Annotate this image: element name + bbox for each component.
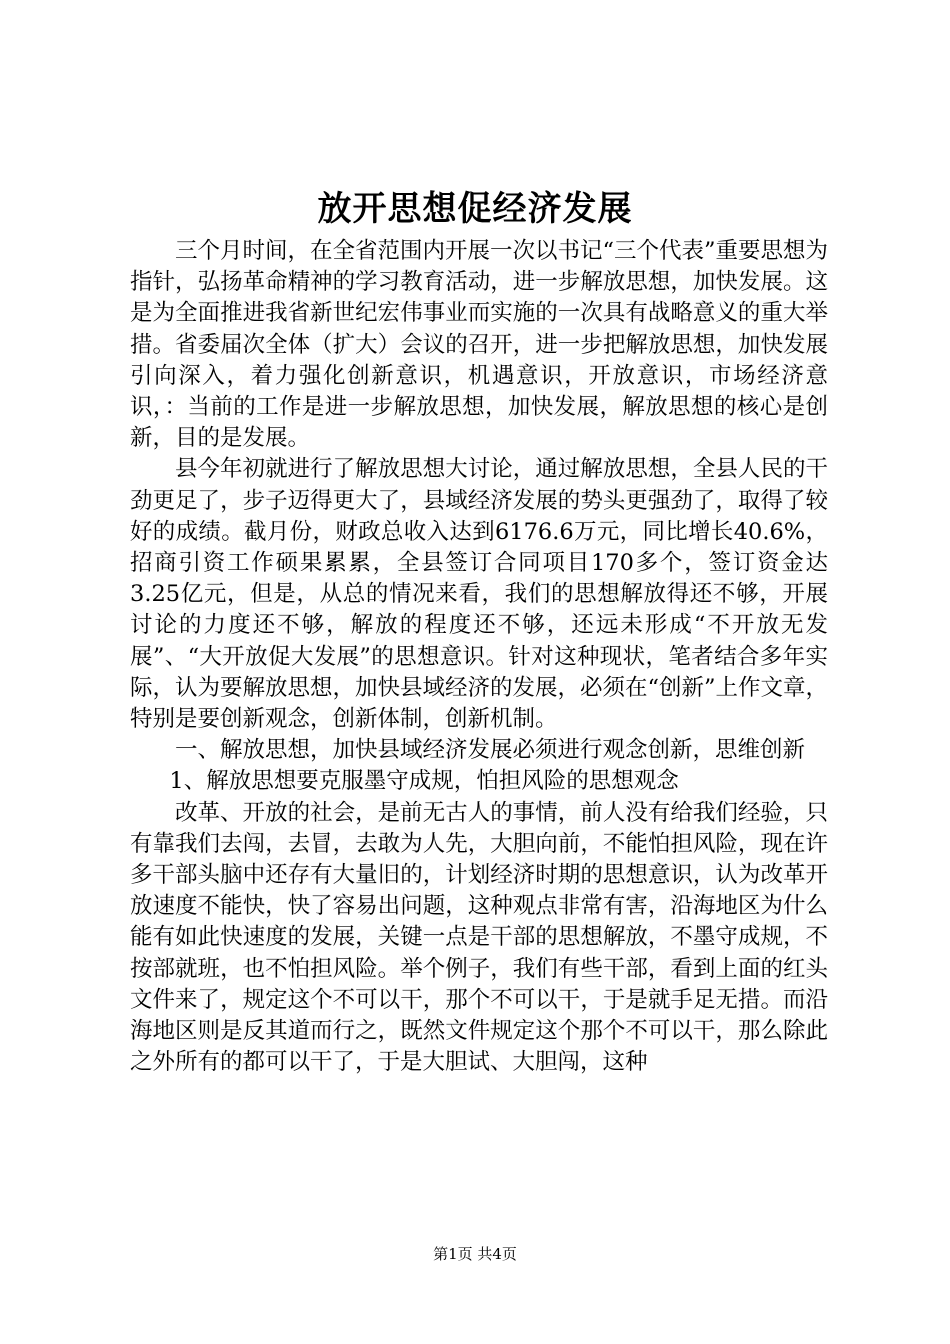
- paragraph-intro: 三个月时间，在全省范围内开展一次以书记“三个代表”重要思想为指针，弘扬革命精神的学习教育活动，进一步解放思想，加快发展。这是为全面推进我省新世纪宏伟事业而实施的一次具有战略意义的重大举措。省委届次全体（扩大）会议的召开，进一步把解放思想，加快发展引向深入，着力强化创新意识，机遇意识，开放意识，市场经济意识，：当前的工作是进一步解放思想，加快发展，解放思想的核心是创新，目的是发展。: [130, 238, 829, 452]
- document-title: 放开思想促经济发展: [317, 189, 633, 229]
- section-heading-1: 一、解放思想，加快县域经济发展必须进行观念创新，思维创新: [175, 737, 806, 764]
- subsection-heading-1: 1、解放思想要克服墨守成规，怕担风险的思想观念: [169, 768, 679, 795]
- document-body: [130, 236, 828, 1078]
- page-number-footer: 第1页 共4页: [433, 1245, 517, 1263]
- paragraph-reform: 改革、开放的社会，是前无古人的事情，前人没有给我们经验，只有靠我们去闯，去冒，去敢为人先，大胆向前，不能怕担风险，现在许多干部头脑中还存有大量旧的，计划经济时期的思想意识，认为改革开放速度不能快，快了容易出问题，这种观点非常有害，沿海地区为什么能有如此快速度的发展，关键一点是干部的思想解放，不墨守成规，不按部就班，也不怕担风险。举个例子，我们有些干部，看到上面的红头文件来了，规定这个不可以干，那个不可以干，于是就手足无措。而沿海地区则是反其道而行之，既然文件规定这个那个不可以干，那么除此之外所有的都可以干了，于是大胆试、大胆闯，这种: [130, 799, 828, 1076]
- paragraph-county: 县今年初就进行了解放思想大讨论，通过解放思想，全县人民的干劲更足了，步子迈得更大了，县域经济发展的势头更强劲了，取得了较好的成绩。截月份，财政总收入达到6176.6万元，同比增长40.6%，招商引资工作硕果累累，全县签订合同项目170多个，签订资金达3.25亿元，但是，从总的情况来看，我们的思想解放得还不够，开展讨论的力度还不够，解放的程度还不够，还远未形成“不开放无发展”、“大开放促大发展”的思想意识。针对这种现状，笔者结合多年实际，认为要解放思想，加快县域经济的发展，必须在“创新”上作文章，特别是要创新观念，创新体制，创新机制。: [130, 456, 829, 733]
